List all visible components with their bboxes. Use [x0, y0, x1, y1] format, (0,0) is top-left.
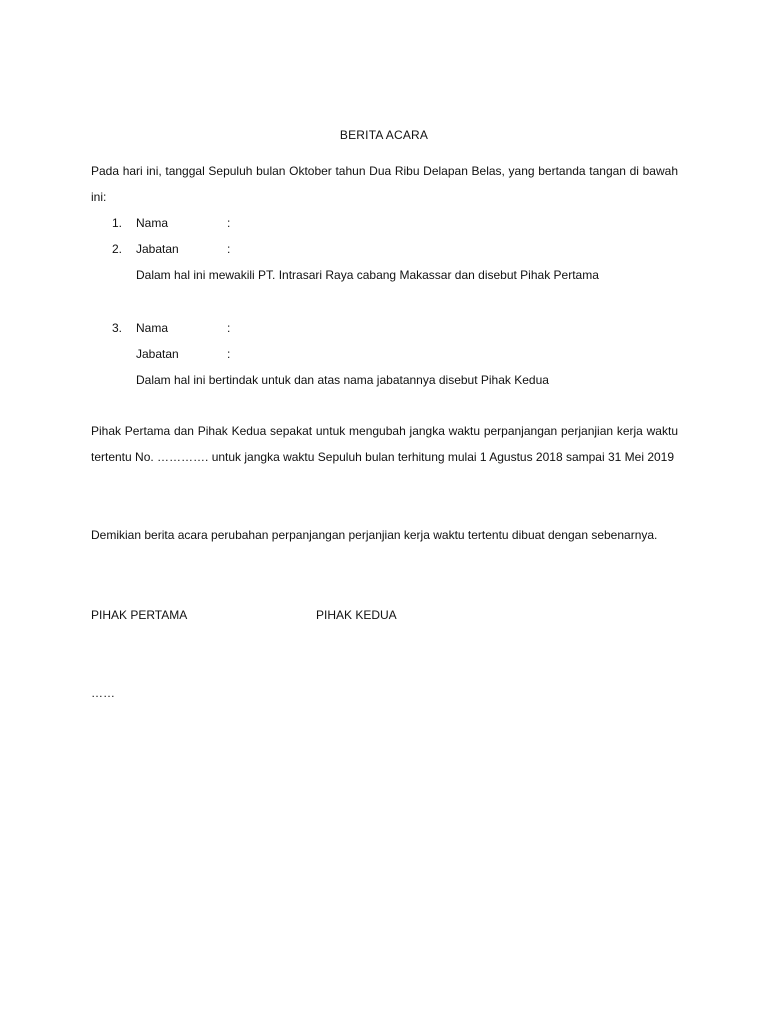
item-number: 1. — [112, 216, 123, 230]
second-party-statement: Dalam hal ini bertindak untuk dan atas nama jabatannya disebut Pihak Kedua — [136, 373, 549, 387]
document-title: BERITA ACARA — [339, 128, 429, 142]
signature-first-party-label: PIHAK PERTAMA — [91, 608, 188, 622]
item-number: 3. — [112, 321, 123, 335]
field-label-nama: Nama — [136, 321, 169, 335]
item-number: 2. — [112, 242, 123, 256]
agreement-paragraph: Pihak Pertama dan Pihak Kedua sepakat untuk mengubah jangka waktu perpanjangan perjanjian kerja waktu tertentu No. …………. untuk jangka waktu Sepuluh bulan terhitung mulai 1 Agustus 2018 sampai 31 Mei 2019 — [91, 424, 678, 464]
signature-second-party-label: PIHAK KEDUA — [316, 608, 397, 622]
field-colon: : — [227, 216, 231, 230]
first-party-statement: Dalam hal ini mewakili PT. Intrasari Raya cabang Makassar dan disebut Pihak Pertama — [136, 268, 599, 282]
field-colon: : — [227, 242, 231, 256]
closing-paragraph: Demikian berita acara perubahan perpanjangan perjanjian kerja waktu tertentu dibuat dengan sebenarnya. — [91, 528, 658, 542]
field-label-jabatan: Jabatan — [136, 347, 179, 361]
field-label-jabatan: Jabatan — [136, 242, 179, 256]
field-colon: : — [227, 347, 231, 361]
field-label-nama: Nama — [136, 216, 169, 230]
footer-dots: …… — [91, 686, 115, 700]
field-colon: : — [227, 321, 231, 335]
intro-paragraph: Pada hari ini, tanggal Sepuluh bulan Oktober tahun Dua Ribu Delapan Belas, yang bertanda tangan di bawah ini: — [91, 164, 678, 204]
